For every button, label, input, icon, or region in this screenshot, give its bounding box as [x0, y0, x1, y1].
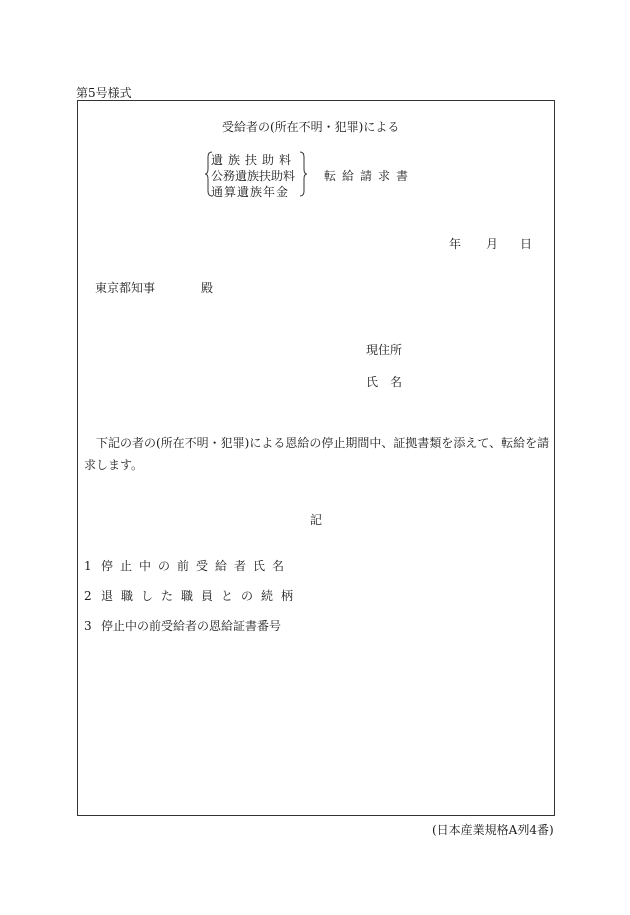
heading-suffix: 転給請求書 [324, 169, 415, 183]
option-public-duty-bereaved-allowance: 公務遺族扶助料 [211, 169, 296, 183]
heading-line1: 受給者の(所在不明・犯罪)による [222, 120, 400, 134]
applicant-name-label: 氏名 [366, 375, 415, 389]
date-day-label: 日 [520, 237, 533, 251]
item-text: 停止中の前受給者の恩給証書番号 [101, 619, 282, 633]
paper-size-note: (日本産業規格A列4番) [432, 823, 554, 837]
date-month-label: 月 [486, 237, 499, 251]
pension-type-options [211, 151, 311, 199]
item-number: 3 [84, 619, 92, 633]
request-statement: 下記の者の(所在不明・犯罪)による恩給の停止期間中、証拠書類を添えて、転給を請求します。 [84, 436, 550, 472]
right-brace-icon [299, 151, 307, 197]
current-address-label: 現住所 [366, 343, 403, 357]
list-item [84, 557, 291, 574]
item-number: 1 [84, 559, 92, 573]
item-text: 停止中の前受給者氏名 [101, 559, 292, 573]
date-year-label: 年 [449, 237, 462, 251]
option-bereaved-allowance: 遺族扶助料 [211, 153, 297, 167]
list-item [84, 617, 281, 634]
list-item [84, 587, 301, 604]
option-aggregate-survivor-pension: 通算遺族年金 [211, 185, 290, 199]
addressee: 東京都知事 [95, 281, 156, 295]
honorific: 殿 [201, 281, 214, 295]
ki-heading: 記 [310, 513, 323, 527]
form-number: 第5号様式 [76, 86, 132, 100]
item-number: 2 [84, 589, 92, 603]
item-text: 退職した職員との続柄 [101, 589, 302, 603]
